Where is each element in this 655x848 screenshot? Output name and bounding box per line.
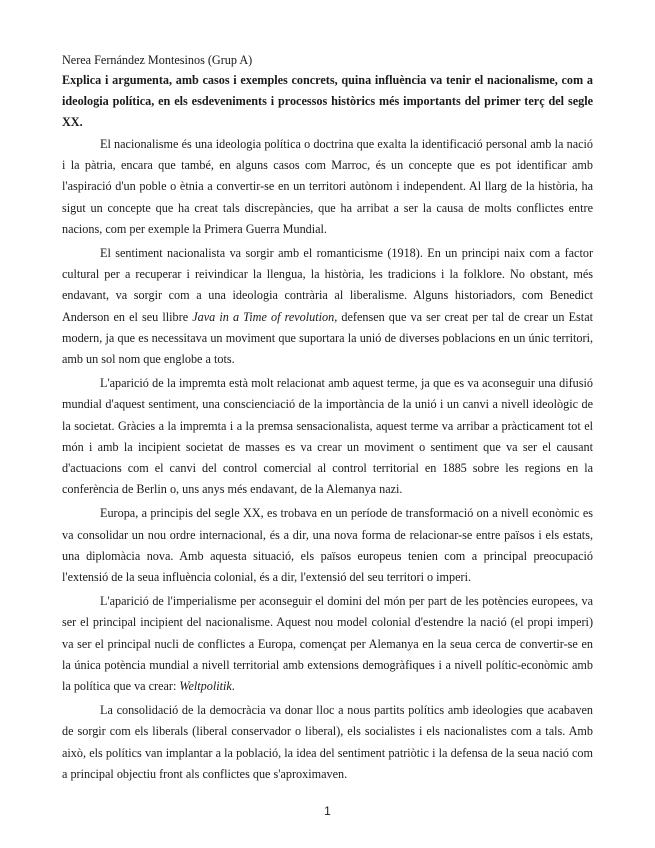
paragraph-5-end: . — [231, 679, 235, 694]
paragraph-2-end: defensen que va ser creat per tal de crear un Estat modern, ja que es necessitava un moviment que suportara la unió de diverses poblacions en un únic territori, amb un sol nom que englobe a tots. — [62, 309, 593, 367]
paragraph-4: Europa, a principis del segle XX, es trobava en un període de transformació on a nivell econòmic es va consolidar un nou ordre internacional, és a dir, una nova forma de relacionar-se entre països i els estats, una diplomàcia nova. Amb aquesta situació, els països europeus tenien com a principal preocupació l'extensió de la seua influència colonial, és a dir, l'extensió del seu territori o imperi. — [62, 506, 593, 585]
policy-name: Weltpolitik — [179, 679, 232, 694]
book-title: Java in a Time of revolution, — [192, 309, 338, 324]
author-line: Nerea Fernández Montesinos (Grup A) — [62, 53, 253, 67]
paragraph-6: La consolidació de la democràcia va donar lloc a nous partits polítics amb ideologies que acabaven de sorgir com els liberals (liberal conservador o liberal), els socialistes i els nacionalistes com a tals. Amb això, els polítics van implantar a la població, la idea del sentiment patriòtic i la defensa de la seua nació com a principal objectiu front als conflictes que s'aproximaven. — [62, 703, 593, 781]
essay-question: Explica i argumenta, amb casos i exemples concrets, quina influència va tenir el nacionalisme, com a ideologia política, en els esdeveniments i processos històrics més importants del primer terç del segle XX. — [62, 73, 593, 129]
paragraph-1: El nacionalisme és una ideologia política o doctrina que exalta la identificació personal amb la nació i la pàtria, encara que també, en alguns casos com Marroc, és un concepte que es pot identificar amb l'aspiració d'un poble o ètnia a convertir-se en un territori autònom i independent. Al llarg de la història, ha sigut un concepte que ha creat tals discrepàncies, que ha arribat a ser la causa de molts conflictes entre nacions, com per exemple la Primera Guerra Mundial. — [62, 137, 593, 236]
paragraph-5-start: L'aparició de l'imperialisme per aconseguir el domini del món per part de les potències europees, va ser el principal incipient del nacionalisme. Aquest nou model colonial d'estendre la nació (el propi imperi) va ser el principal nucli de conflictes a Europa, començat per Alemanya en la seua cerca de convertir-se en la única potència mundial a nivell territorial amb extensions demogràfiques i a nivell polític-econòmic amb la política que va crear: — [62, 594, 593, 694]
paragraph-3: L'aparició de la impremta està molt relacionat amb aquest terme, ja que es va aconseguir una difusió mundial d'aquest sentiment, una conscienciació de la importància de la unió i un canvi a nivell ideològic de la societat. Gràcies a la impremta i a la premsa sensacionalista, aquest terme va arribar a pràcticament tot el món i amb la incipient societat de masses es va crear un moviment o sentiment que va ser el causant d'actuacions com el canvi del control comercial al control territorial en 1885 sobre les regions en la conferència de Berlin o, uns anys més endavant, de la Alemanya nazi. — [62, 376, 593, 497]
paragraph-2-start: El sentiment nacionalista va sorgir amb el romanticisme (1918). En un principi naix com a factor cultural per a recuperar i reivindicar la llengua, la història, les tradicions i la folklore. No obstant, més endavant, va sorgir com a una ideologia contrària al liberalisme. Alguns historiadors, com Benedict Anderson en el seu llibre — [62, 246, 593, 324]
paragraph-2 — [62, 243, 593, 370]
page-number: 1 — [324, 804, 331, 818]
paragraph-5 — [62, 591, 593, 697]
